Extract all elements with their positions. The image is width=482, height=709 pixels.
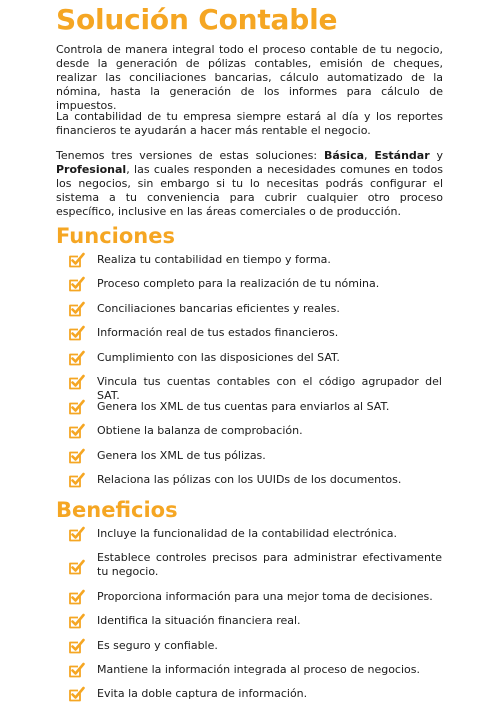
separator-2: y	[429, 149, 443, 162]
intro-paragraph-3-start: Tenemos tres versiones de estas soluciones:	[56, 149, 324, 162]
intro-paragraph-3	[56, 149, 443, 219]
list-item-text: Vincula tus cuentas contables con el código agrupador del SAT.	[97, 375, 442, 402]
intro-paragraph-3-end: , las cuales responden a necesidades comunes en todos los negocios, sin embargo si tu lo necesitas podrás configurar el sistema a tu conveniencia para cubrir cualquier otro proceso específico, inclusive en las áreas comerciales o de producción.	[56, 163, 443, 218]
checkbox-check-icon	[68, 399, 85, 416]
checkbox-check-icon	[68, 350, 85, 367]
version-estandar: Estándar	[374, 149, 430, 162]
list-item-text: Cumplimiento con las disposiciones del SAT.	[97, 351, 340, 364]
funciones-heading: Funciones	[56, 224, 175, 248]
checkbox-check-icon	[68, 589, 85, 606]
list-item-text: Conciliaciones bancarias eficientes y reales.	[97, 302, 340, 315]
checkbox-check-icon	[68, 374, 85, 391]
checkbox-check-icon	[68, 448, 85, 465]
beneficios-heading: Beneficios	[56, 498, 178, 522]
separator-1: ,	[364, 149, 375, 162]
intro-paragraph-1: Controla de manera integral todo el proceso contable de tu negocio, desde la generación de pólizas contables, emisión de cheques, realizar las conciliaciones bancarias, cálculo automatizado de la nómina, hasta la generación de los informes para cálculo de impuestos.	[56, 43, 443, 112]
checkbox-check-icon	[68, 526, 85, 543]
version-basica: Básica	[323, 149, 365, 162]
list-item-text: Realiza tu contabilidad en tiempo y forma.	[97, 253, 331, 266]
list-item-text: Evita la doble captura de información.	[97, 687, 308, 700]
list-item-text: Identifica la situación financiera real.	[97, 614, 301, 627]
list-item-text: Mantiene la información integrada al proceso de negocios.	[97, 663, 420, 676]
list-item-text: Obtiene la balanza de comprobación.	[97, 424, 303, 437]
checkbox-check-icon	[68, 638, 85, 655]
checkbox-check-icon	[68, 472, 85, 489]
checkbox-check-icon	[68, 559, 85, 576]
page-title: Solución Contable	[56, 3, 338, 36]
checkbox-check-icon	[68, 613, 85, 630]
list-item-text: Proporciona información para una mejor toma de decisiones.	[97, 590, 433, 603]
checkbox-check-icon	[68, 325, 85, 342]
checkbox-check-icon	[68, 662, 85, 679]
checkbox-check-icon	[68, 423, 85, 440]
list-item-text: Relaciona las pólizas con los UUIDs de los documentos.	[97, 473, 402, 486]
list-item-text: Proceso completo para la realización de tu nómina.	[97, 277, 380, 290]
checkbox-check-icon	[68, 686, 85, 703]
list-item-text: Genera los XML de tus cuentas para enviarlos al SAT.	[97, 400, 390, 413]
list-item-text: Incluye la funcionalidad de la contabilidad electrónica.	[97, 527, 398, 540]
list-item-text: Establece controles precisos para administrar efectivamente tu negocio.	[97, 551, 442, 578]
list-item-text: Genera los XML de tus pólizas.	[97, 449, 266, 462]
list-item-text: Información real de tus estados financieros.	[97, 326, 339, 339]
checkbox-check-icon	[68, 252, 85, 269]
list-item-text: Es seguro y confiable.	[97, 639, 218, 652]
checkbox-check-icon	[68, 301, 85, 318]
checkbox-check-icon	[68, 276, 85, 293]
intro-paragraph-2: La contabilidad de tu empresa siempre estará al día y los reportes financieros te ayudarán a hacer más rentable el negocio.	[56, 110, 443, 137]
version-profesional: Profesional	[56, 163, 127, 176]
